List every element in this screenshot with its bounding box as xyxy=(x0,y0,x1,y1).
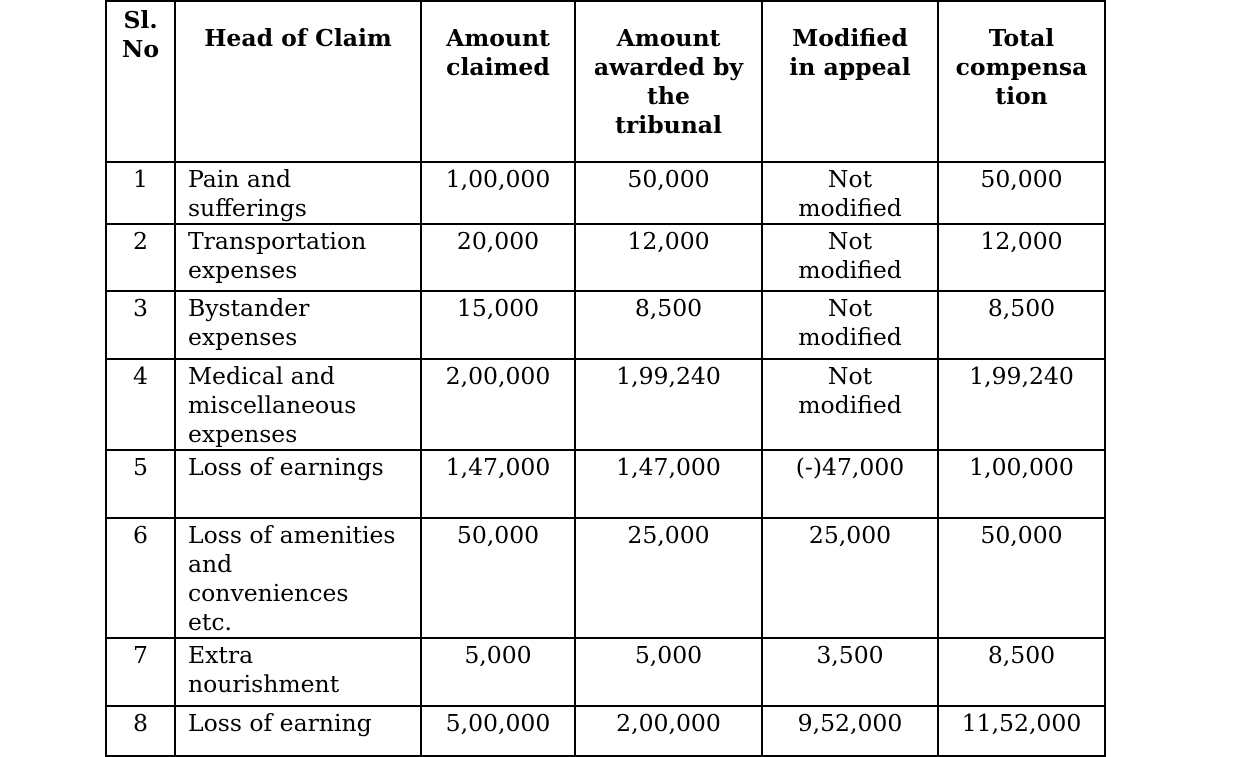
cell-amount-claimed: 5,000 xyxy=(421,638,575,706)
header-amount-awarded: Amount awarded by the tribunal xyxy=(575,1,762,162)
cell-head-of-claim: Medical and miscellaneous expenses xyxy=(175,359,421,450)
cell-amount-awarded: 25,000 xyxy=(575,518,762,638)
cell-amount-claimed: 2,00,000 xyxy=(421,359,575,450)
cell-modified-in-appeal: Not modified xyxy=(762,162,938,224)
cell-head-of-claim: Extra nourishment xyxy=(175,638,421,706)
cell-total-compensation: 1,00,000 xyxy=(938,450,1105,518)
cell-total-compensation: 12,000 xyxy=(938,224,1105,291)
cell-amount-awarded: 1,99,240 xyxy=(575,359,762,450)
cell-total-compensation: 50,000 xyxy=(938,518,1105,638)
compensation-table xyxy=(105,0,1106,757)
cell-modified-in-appeal: 25,000 xyxy=(762,518,938,638)
table-row xyxy=(106,359,1105,450)
table-row xyxy=(106,638,1105,706)
cell-modified-in-appeal: 3,500 xyxy=(762,638,938,706)
cell-modified-in-appeal: (-)47,000 xyxy=(762,450,938,518)
cell-amount-claimed: 20,000 xyxy=(421,224,575,291)
cell-amount-claimed: 1,00,000 xyxy=(421,162,575,224)
cell-modified-in-appeal: Not modified xyxy=(762,291,938,359)
table-row xyxy=(106,706,1105,756)
table-row xyxy=(106,224,1105,291)
cell-sl-no: 6 xyxy=(106,518,175,638)
header-sl-no: Sl. No xyxy=(106,1,175,162)
cell-head-of-claim: Loss of earning xyxy=(175,706,421,756)
cell-sl-no: 2 xyxy=(106,224,175,291)
cell-modified-in-appeal: Not modified xyxy=(762,224,938,291)
cell-total-compensation: 50,000 xyxy=(938,162,1105,224)
table-row xyxy=(106,291,1105,359)
cell-amount-awarded: 2,00,000 xyxy=(575,706,762,756)
table-row xyxy=(106,162,1105,224)
cell-amount-awarded: 5,000 xyxy=(575,638,762,706)
cell-amount-claimed: 15,000 xyxy=(421,291,575,359)
cell-head-of-claim: Bystander expenses xyxy=(175,291,421,359)
cell-amount-awarded: 8,500 xyxy=(575,291,762,359)
header-head-of-claim: Head of Claim xyxy=(175,1,421,162)
cell-sl-no: 3 xyxy=(106,291,175,359)
cell-amount-claimed: 1,47,000 xyxy=(421,450,575,518)
cell-total-compensation: 1,99,240 xyxy=(938,359,1105,450)
header-modified-in-appeal: Modified in appeal xyxy=(762,1,938,162)
cell-sl-no: 4 xyxy=(106,359,175,450)
cell-amount-claimed: 5,00,000 xyxy=(421,706,575,756)
cell-head-of-claim: Transportation expenses xyxy=(175,224,421,291)
table-row xyxy=(106,450,1105,518)
cell-head-of-claim: Pain and sufferings xyxy=(175,162,421,224)
cell-sl-no: 1 xyxy=(106,162,175,224)
cell-amount-awarded: 12,000 xyxy=(575,224,762,291)
cell-sl-no: 8 xyxy=(106,706,175,756)
cell-head-of-claim: Loss of earnings xyxy=(175,450,421,518)
cell-modified-in-appeal: 9,52,000 xyxy=(762,706,938,756)
header-total-compensation: Total compensa tion xyxy=(938,1,1105,162)
cell-total-compensation: 8,500 xyxy=(938,291,1105,359)
header-amount-claimed: Amount claimed xyxy=(421,1,575,162)
cell-amount-awarded: 50,000 xyxy=(575,162,762,224)
cell-sl-no: 5 xyxy=(106,450,175,518)
table-header-row xyxy=(106,1,1105,162)
cell-head-of-claim: Loss of amenities and conveniences etc. xyxy=(175,518,421,638)
cell-modified-in-appeal: Not modified xyxy=(762,359,938,450)
cell-total-compensation: 11,52,000 xyxy=(938,706,1105,756)
cell-amount-claimed: 50,000 xyxy=(421,518,575,638)
cell-amount-awarded: 1,47,000 xyxy=(575,450,762,518)
table-row xyxy=(106,518,1105,638)
cell-total-compensation: 8,500 xyxy=(938,638,1105,706)
cell-sl-no: 7 xyxy=(106,638,175,706)
